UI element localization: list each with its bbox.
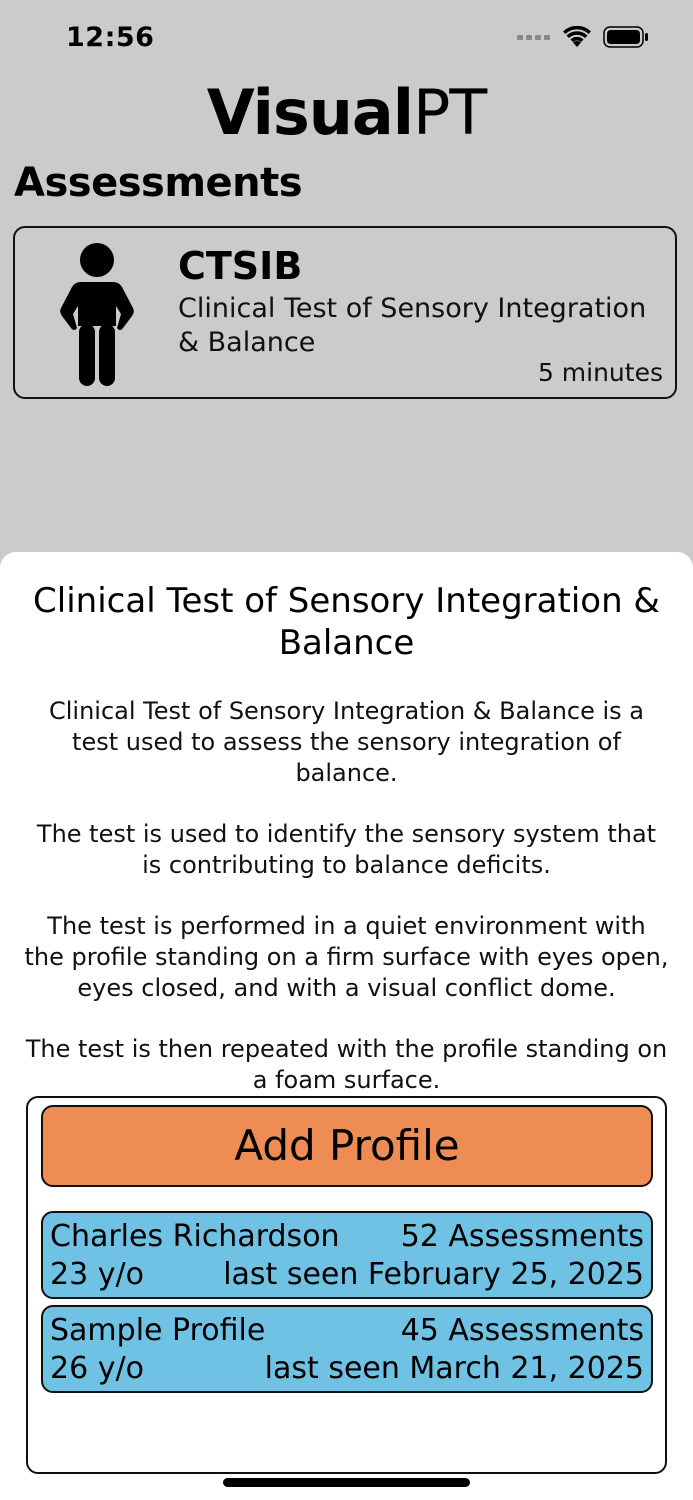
profile-last-seen: last seen February 25, 2025: [223, 1257, 644, 1292]
status-bar: [0, 0, 693, 80]
profile-assessment-count: 52 Assessments: [400, 1219, 644, 1254]
app-title: [0, 78, 693, 148]
profile-assessment-count: 45 Assessments: [400, 1313, 644, 1348]
card-title: CTSIB: [178, 244, 303, 288]
assessment-card-ctsib[interactable]: [13, 226, 677, 399]
profile-last-seen: last seen March 21, 2025: [264, 1351, 644, 1386]
profile-age: 26 y/o: [50, 1351, 144, 1386]
profiles-list: [26, 1096, 667, 1474]
battery-icon: [603, 26, 649, 48]
profile-card[interactable]: [41, 1305, 653, 1393]
description-paragraph: The test is performed in a quiet environment with the profile standing on a firm surface with eyes open, eyes closed, and with a visual conflict dome.: [24, 912, 669, 1002]
wifi-icon: [563, 26, 591, 48]
profile-card[interactable]: [41, 1211, 653, 1299]
profile-name: Sample Profile: [50, 1313, 266, 1348]
status-icons: [517, 26, 649, 48]
app-title-light: PT: [413, 76, 487, 149]
person-standing-icon: [59, 242, 135, 388]
cellular-signal-icon: [517, 33, 551, 41]
add-profile-button[interactable]: Add Profile: [41, 1105, 653, 1187]
profile-name: Charles Richardson: [50, 1219, 340, 1254]
card-subtitle: Clinical Test of Sensory Integration & Balance: [178, 293, 647, 358]
card-duration: 5 minutes: [537, 358, 663, 387]
profile-age: 23 y/o: [50, 1257, 144, 1292]
sheet-title: Clinical Test of Sensory Integration & Balance: [33, 581, 660, 663]
sheet-description: [24, 696, 669, 1126]
status-time: 12:56: [66, 22, 155, 53]
description-paragraph: The test is used to identify the sensory system that is contributing to balance deficits.: [36, 820, 657, 879]
assessment-detail-sheet: [0, 552, 693, 1500]
home-indicator[interactable]: [223, 1478, 470, 1487]
app-title-bold: Visual: [206, 76, 413, 149]
description-paragraph: The test is then repeated with the profile standing on a foam surface.: [25, 1035, 668, 1094]
section-title: Assessments: [14, 160, 303, 206]
description-paragraph: Clinical Test of Sensory Integration & Balance is a test used to assess the sensory integration of balance.: [49, 697, 644, 787]
